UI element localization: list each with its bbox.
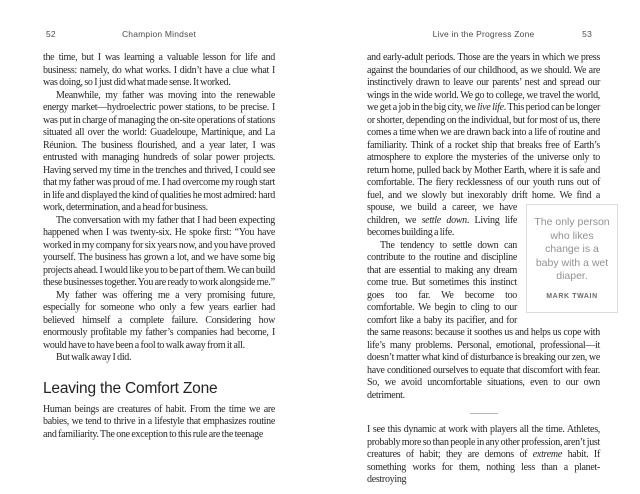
left-page bbox=[43, 0, 275, 494]
right-page-body bbox=[367, 52, 610, 487]
italic-text: settle down bbox=[421, 214, 467, 226]
right-page-number: 53 bbox=[582, 29, 592, 39]
paragraph bbox=[367, 424, 600, 487]
left-running-head: Champion Mindset bbox=[121, 29, 197, 39]
text-segment: and early-adult periods. Those are the years in which we press against the boundaries of our childhood, as we should. We are instinctively drawn to leave our parents’ nest and spread our wings in the wide world. We go to college, we travel the world, we get a job in the big city, we bbox=[367, 52, 600, 113]
text-segment: spouse, we build a career, we have children, we bbox=[367, 202, 517, 226]
right-page bbox=[367, 0, 610, 494]
section-break-rule bbox=[470, 413, 498, 414]
paragraph: My father was offering me a very promising future, especially for someone who only a few years earlier had believed himself a complete failure. Considering how enormously profitable my father’s companies had become, I would have to have been a fool to walk away from it all. bbox=[43, 289, 275, 351]
paragraph: But walk away I did. bbox=[56, 352, 132, 363]
pull-quote-box bbox=[526, 204, 618, 313]
paragraph bbox=[367, 52, 610, 300]
left-page-number: 52 bbox=[46, 29, 56, 39]
italic-text: live life bbox=[477, 102, 504, 113]
paragraph: The conversation with my father that I had been expecting happened when I was twenty-six. He spoke first: “You have worked in my company for six years now, and you have proved yourself. The business has grown a lot, and we have some big projects ahead. I would like you to be part of them. We can build these businesses together. You are ready to work alongside me.” bbox=[43, 214, 275, 288]
text-segment: . This period can be longer or shorter, depending on the individual, but for most of us, there comes a time when we are drawn back into a life of routine and familiarity. Think of a rocket ship that breaks free of Earth’s atmosphere to explore the mysteries of the universe only to return home, pulled back by Mother Earth, where it is safe and comfortable. The fiery recklessness of our youth runs out of fuel, and we slowly but inexorably drift home. We find a bbox=[367, 102, 600, 201]
pull-quote-text: The only person who likes change is a baby with a wet diaper. bbox=[534, 216, 610, 282]
paragraph: Human beings are creatures of habit. From the time we are babies, we tend to thrive in a lifestyle that emphasizes routine and familiarity. The one exception to this rule are the teenage bbox=[43, 403, 275, 440]
right-running-head: Live in the Progress Zone bbox=[432, 29, 535, 39]
pull-quote-attribution: MARK TWAIN bbox=[546, 292, 598, 300]
left-running-header bbox=[43, 29, 275, 39]
right-running-header bbox=[367, 29, 600, 39]
text-segment: I see this dynamic at work with players all the time. Athletes, probably more so than people in any other profession, aren’t just creatures of habit; they are demons of bbox=[367, 424, 600, 460]
text-segment: habit. If something works for them, nothing less than a planet-destroying bbox=[367, 449, 600, 485]
section-heading: Leaving the Comfort Zone bbox=[43, 379, 218, 397]
paragraph: The tendency to settle down can contribute to the routine and discipline that are essential to making any dream come true. But sometimes this instinct goes too far. We become too comfortable. We begin to cling to our comfort like a baby its pacifier, and for the same reasons: because it soothes us and helps us cope with life’s many problems. Personal, emotional, professional—it doesn’t matter what kind of disturbance is breaking our zen, we have conditioned ourselves to equate that discomfort with fear. So, we avoid uncomfortable situations, even to our own detriment. bbox=[367, 239, 600, 401]
text-segment: . Living life becomes building a life. bbox=[367, 214, 518, 238]
paragraph: Meanwhile, my father was moving into the renewable energy market—hydroelectric power stations, to be precise. I was put in charge of managing the on-site operations of stations situated all over the world: Guadeloupe, Martinique, and La Réunion. The business flourished, and a year later, I was entrusted with managing hundreds of solar power projects. Having served my time in the trenches and thrived, I could see that my father was proud of me. I had overcome my rough start in life and displayed the kind of qualities he most admired: hard work, determination, and a head for business. bbox=[43, 89, 275, 213]
italic-text: extreme bbox=[532, 449, 562, 460]
left-page-body bbox=[43, 52, 275, 441]
paragraph: the time, but I was learning a valuable lesson for life and business: namely, do what works. I didn’t have a clue what I was doing, so I just did what made sense. It worked. bbox=[43, 52, 275, 88]
